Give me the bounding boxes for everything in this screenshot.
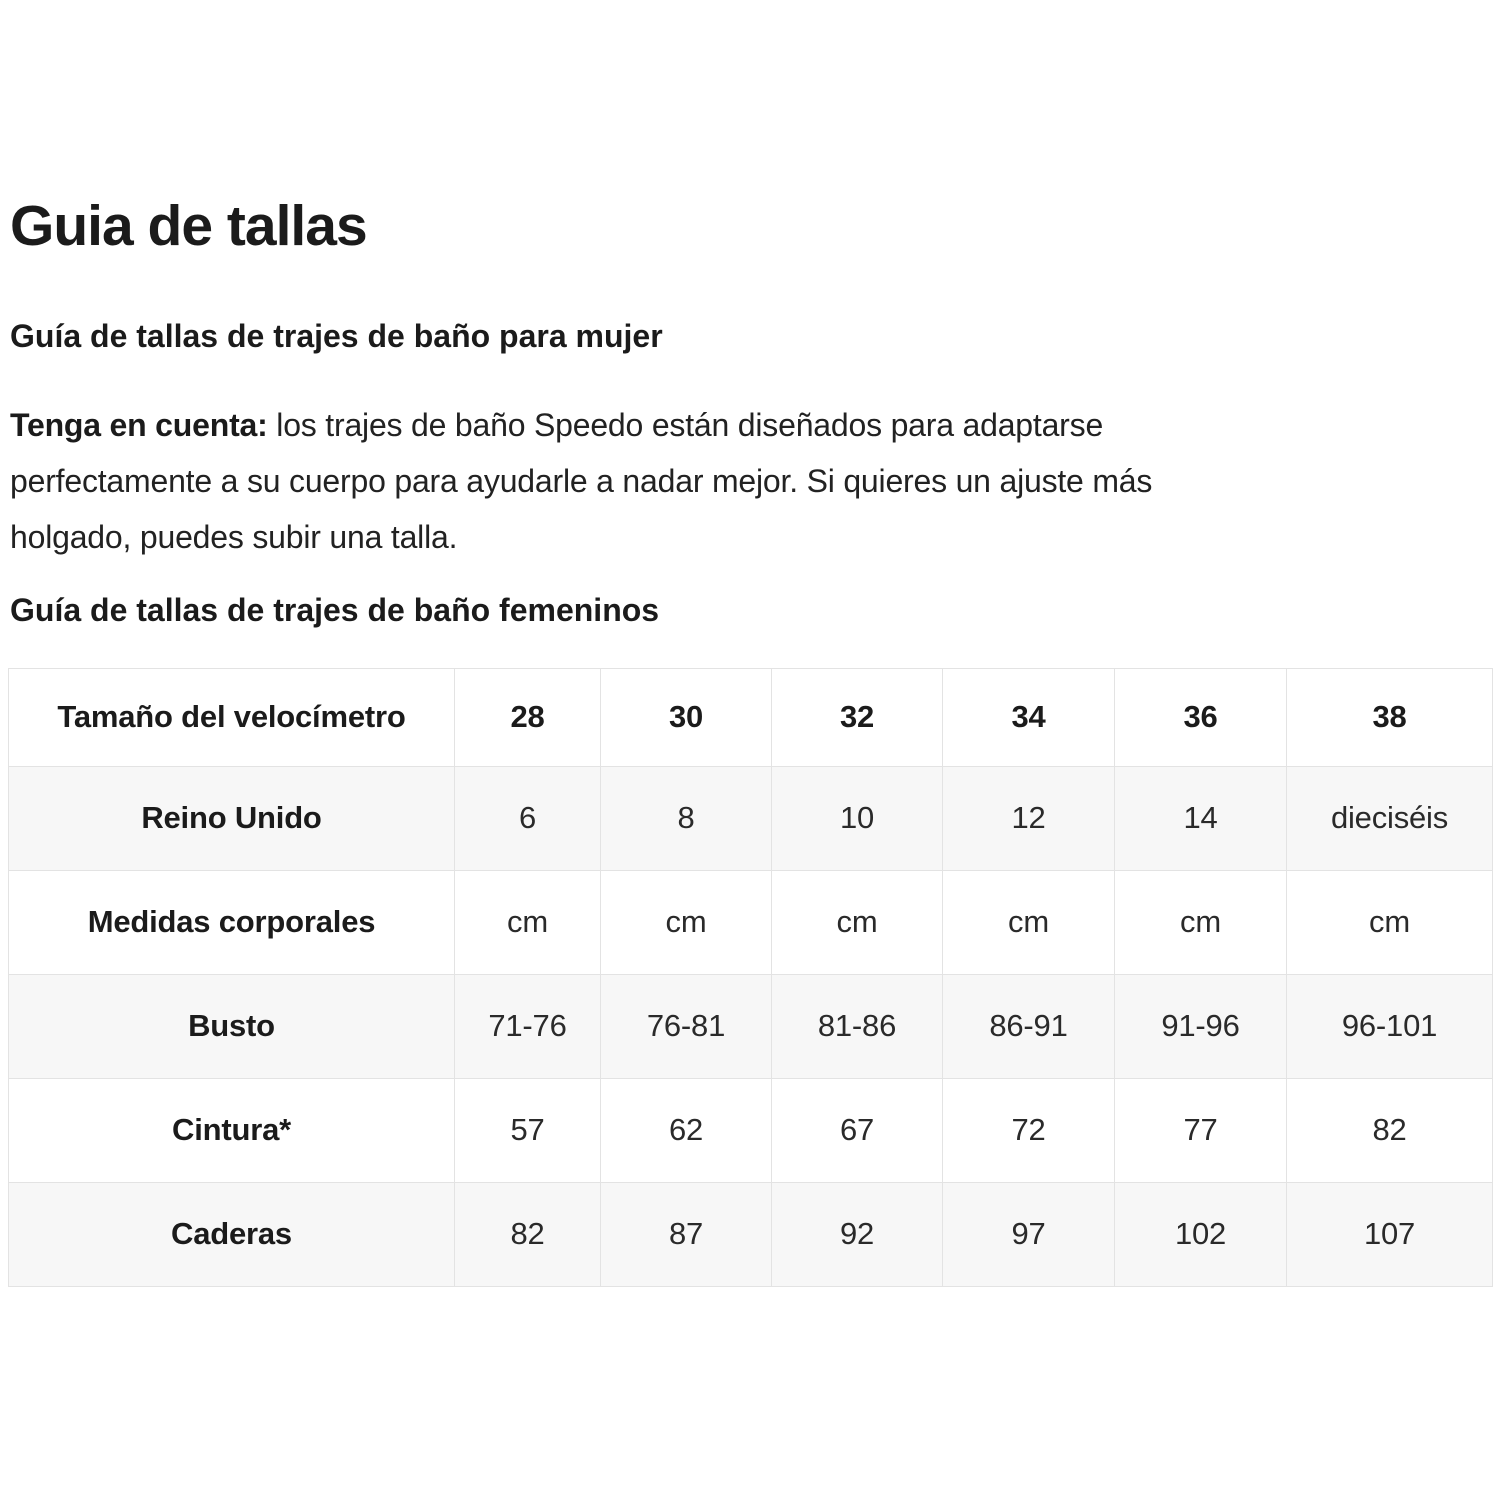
row-label-cell: Reino Unido	[9, 766, 455, 870]
value-cell: dieciséis	[1287, 766, 1493, 870]
table-heading-feminine: Guía de tallas de trajes de baño femeninos	[10, 592, 660, 629]
value-cell: 6	[455, 766, 601, 870]
note-line	[10, 397, 1492, 453]
table-row	[9, 974, 1493, 1078]
value-cell: 77	[1115, 1078, 1287, 1182]
table-row	[9, 668, 1493, 766]
value-cell: 96-101	[1287, 974, 1493, 1078]
value-cell: 76-81	[601, 974, 772, 1078]
value-cell: cm	[943, 870, 1115, 974]
value-cell: 82	[1287, 1078, 1493, 1182]
size-table-body	[9, 668, 1493, 1286]
size-table	[8, 668, 1493, 1287]
value-cell: 91-96	[1115, 974, 1287, 1078]
row-label-cell: Cintura*	[9, 1078, 455, 1182]
table-row	[9, 766, 1493, 870]
value-cell: 14	[1115, 766, 1287, 870]
value-cell: 12	[943, 766, 1115, 870]
size-header-cell: 30	[601, 668, 772, 766]
note-bold-label: Tenga en cuenta:	[10, 407, 268, 444]
note-line: holgado, puedes subir una talla.	[10, 519, 458, 556]
value-cell: 81-86	[772, 974, 943, 1078]
value-cell: 86-91	[943, 974, 1115, 1078]
size-header-cell: 32	[772, 668, 943, 766]
note-paragraph	[10, 397, 1492, 565]
subtitle-women-swimwear: Guía de tallas de trajes de baño para mujer	[10, 318, 663, 354]
value-cell: 62	[601, 1078, 772, 1182]
table-row	[9, 870, 1493, 974]
table-row	[9, 1182, 1493, 1286]
row-label-cell: Busto	[9, 974, 455, 1078]
row-label-cell: Tamaño del velocímetro	[9, 668, 455, 766]
value-cell: 8	[601, 766, 772, 870]
value-cell: 67	[772, 1078, 943, 1182]
value-cell: 97	[943, 1182, 1115, 1286]
value-cell: 72	[943, 1078, 1115, 1182]
value-cell: 102	[1115, 1182, 1287, 1286]
note-line-text: los trajes de baño Speedo están diseñados para adaptarse	[276, 407, 1104, 444]
size-header-cell: 34	[943, 668, 1115, 766]
value-cell: cm	[1115, 870, 1287, 974]
value-cell: 10	[772, 766, 943, 870]
page-title: Guia de tallas	[10, 194, 367, 258]
value-cell: cm	[1287, 870, 1493, 974]
value-cell: 71-76	[455, 974, 601, 1078]
value-cell: 57	[455, 1078, 601, 1182]
value-cell: 107	[1287, 1182, 1493, 1286]
value-cell: cm	[601, 870, 772, 974]
value-cell: cm	[455, 870, 601, 974]
value-cell: 82	[455, 1182, 601, 1286]
size-header-cell: 36	[1115, 668, 1287, 766]
row-label-cell: Caderas	[9, 1182, 455, 1286]
note-line: perfectamente a su cuerpo para ayudarle a nadar mejor. Si quieres un ajuste más	[10, 463, 1153, 500]
value-cell: 92	[772, 1182, 943, 1286]
size-header-cell: 38	[1287, 668, 1493, 766]
value-cell: cm	[772, 870, 943, 974]
table-row	[9, 1078, 1493, 1182]
value-cell: 87	[601, 1182, 772, 1286]
size-header-cell: 28	[455, 668, 601, 766]
row-label-cell: Medidas corporales	[9, 870, 455, 974]
